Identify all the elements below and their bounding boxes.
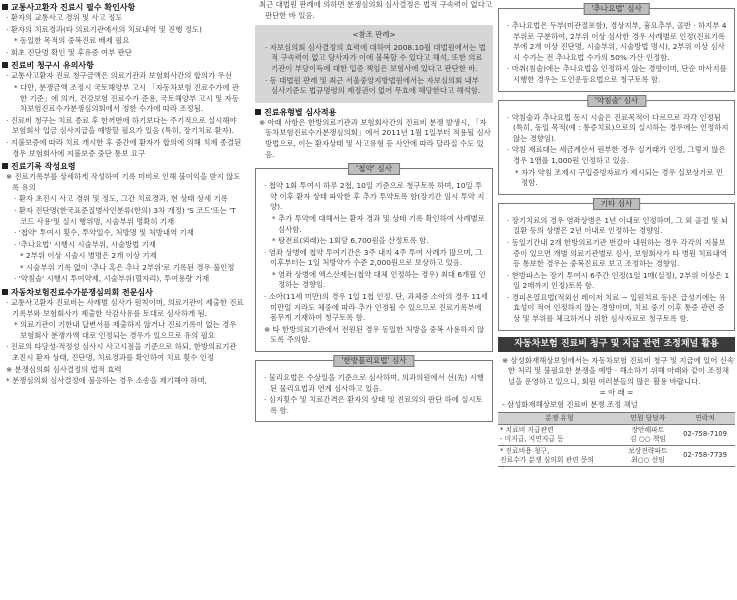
table-header: 연락처 <box>675 412 735 424</box>
list-item: · 첩약 1회 투여시 하루 2첩, 10일 기준으로 청구토록 하며, 10일 투약 이후 환자 상태 파악한 후 추가 투약토록 함(장기간 임시 투약 지양). <box>264 181 485 212</box>
list-item: · 장기치료의 경우 염좌상병은 1년 이내로 인정하며, 그 외 골절 및 뇌질환 등의 상병은 2년 이내로 인정하는 경향임. <box>507 215 728 236</box>
table-cell: 장안해파트 김 ○○ 책임 <box>621 424 675 445</box>
other-review-box <box>498 198 735 331</box>
list-item: · 추나요법은 두부(미관절포함), 경상지부, 흉요추부, 골반 · 하지부 4부위로 구분하여, 2부위 이상 심사한 경우 사례별로 인정(진료기록부에 2개 이상 진단명, 시술부위, 시술방법 명시), 2부위 이상 심사시 수가는 전 추나요법 수가의 50% 가산 인정함. <box>507 21 727 62</box>
square-bullet-icon <box>2 289 8 295</box>
yakchim-box <box>498 95 735 195</box>
channel-label: - 삼성화재해상보험 진료비 분쟁 조정 채널 <box>502 400 638 410</box>
list-item: · 물리요법은 수상일을 기준으로 심사하며, 의과의원에서 선(先) 시행된 물리요법과 연계 심사하고 있음. <box>264 373 484 393</box>
column-right <box>498 0 735 467</box>
section-title-text: 진료비 청구시 유의사항 <box>11 61 94 71</box>
list-item: · 교통사고환자 진료 청구금액은 의료기관과 보험회사간의 합의가 우선 <box>6 71 232 81</box>
square-bullet-icon <box>2 4 8 10</box>
table-row <box>498 424 735 445</box>
section-title <box>2 2 245 13</box>
list-item: * 자가 약침 조제시 구입증빙자료가 제시되는 경우 실보상가로 인정함. <box>515 167 724 188</box>
list-item: · 경피온열요법(적외선 레이저 치료 ~ 입원치료 등)은 급성기에는 유효성이 적어 인정하지 않는 경향이며, 치료 중기 이후 통증 관련 증상 및 부위를 체크하거나 위한 심사자료로 청구토록 함. <box>507 292 726 324</box>
list-item: · 동 대법원 판례 및 최근 서울중앙지방법원에서는 자보심의회 내부 심사기준도 법규명령의 제정권이 없어 무효에 해당한다고 해석함. <box>265 75 481 96</box>
list-item: ※ 분쟁심의회 심사결정의 법적 효력 <box>6 364 122 374</box>
section-title-text: 진료기록 작성요령 <box>11 162 76 172</box>
channel-table <box>498 412 735 467</box>
section-title <box>2 161 245 172</box>
list-item: · 약침술과 추나요법 동시 시술은 진료목적이 다르므로 각각 인정됨(특히, 동일 목적(예 : 통증치료)으로의 실시하는 경우에는 인정하지 않는 경향임). <box>507 112 729 143</box>
list-item: · 환자의 교통사고 경위 및 사고 정도 <box>6 13 123 22</box>
table-row <box>498 445 735 466</box>
list-item: * 탕전료(외래)는 1회당 6,700원을 산정토록 함. <box>272 236 429 246</box>
table-header-row <box>498 412 735 424</box>
list-item: * 시술부위 기록 없이 '추나 혹은 추나 2부위'로 기록된 경우 불인정 <box>20 262 235 272</box>
table-cell: 02-758-7109 <box>675 424 735 445</box>
list-item: · 회초 진단명 확인 및 후유증 여부 판단 <box>6 47 132 57</box>
column-left <box>2 0 245 388</box>
table-cell: 02-758-7739 <box>675 445 735 466</box>
box-tag: '첩약' 심사 <box>348 163 400 175</box>
list-item: · 소아(11세 미만)의 경우 1일 1첩 인정. 단, 과체중 소아의 경우 11세 미만일 지라도 체중에 따라 추가 인정될 수 있으므로 진료기록부에 몸무게 기재하여 청구토록 함. <box>264 292 488 323</box>
square-bullet-icon <box>255 109 261 115</box>
section-title <box>2 287 245 298</box>
column-middle <box>255 0 493 426</box>
box-tag: '추나요법' 심사 <box>583 3 650 15</box>
section-title-text: 교통사고환자 진료시 필수 확인사항 <box>11 3 136 12</box>
list-item: · 환자의 치료경과(타 의료기관에서의 치료내역 및 진행 정도) <box>6 24 202 34</box>
section-title <box>255 107 493 118</box>
list-item: · '첩약' 투여시 횟수, 투약일수, 처방명 및 처방내역 기재 <box>14 228 194 238</box>
list-item: * 의료기관이 기한내 답변서를 제출하지 않거나 진료기록이 없는 경우 보험회사 분쟁가액 대로 인정되는 경우가 있으므로 유의 필요 <box>14 320 237 340</box>
table-cell: * 치료비 지급관련 - 미지급, 지연지급 등 <box>498 424 621 445</box>
table-header: 분쟁 유형 <box>498 412 621 424</box>
square-bullet-icon <box>2 62 8 68</box>
list-item: · 한방파스는 장기 투여시 6주간 인정(1일 1매(실정), 2부위 이상은 1일 2매까지 인정)토록 함. <box>507 270 730 291</box>
hanyang-physio-box <box>255 356 493 422</box>
list-item: · 환자 진단명(한국표준질병사인분류(한의) 3차 개정) 'S 코드'또는 'T 코드 사용'및 실시 행위명, 시술부위 명확히 기재 <box>14 205 236 226</box>
list-item: · 심지횟수 및 치료간격은 환자의 상태 및 진료의의 판단 하에 실시토록 함. <box>264 395 483 415</box>
list-item: · 약침 재료대는 세금계산서 원부한 경우 실거래가 인정, 그렇지 않은 경우 1앰플 1,000원 인정하고 있음. <box>507 145 726 165</box>
paragraph: ※ 아래 사항은 한방의료기관과 보험회사간의 진료비 분쟁 발생시, 「자동차보험진료수가분쟁심의회」에서 2011년 1월 1일부터 적용될 심사방법으로, 이는 환자상태 및 사고유형 등 사안에 따라 달라질 수도 있음. <box>259 117 491 159</box>
below-heading: = 아 래 = <box>599 388 634 398</box>
list-item: · 진료의 타당성·적정성 심사시 사고시점을 기준으로 하되, 한방의료기관 초진시 환자 상태, 진단명, 치료경과를 확인하여 치료 횟수 인정 <box>6 342 237 363</box>
list-item: * 2부위 이상 시술시 병명은 2개 이상 기재 <box>20 251 157 261</box>
reference-box <box>255 25 493 103</box>
table-cell: 보상전략파트 최○○ 선임 <box>621 445 675 466</box>
list-item: · 교통사고환자 진료비는 사례별 심사가 원칙이며, 의료기관이 제출한 진료기록부와 보험회사가 제출한 삭감사유를 토대로 심사하게 됨. <box>6 298 244 318</box>
list-item: · 마취(침술)에는 추나요법을 인정하지 않는 경향이며, 단순 마사지를 시행한 경우는 도인운동요법으로 청구토록 함. <box>507 64 727 84</box>
list-item: · 환자 초진시 사고 경위 및 정도, 그간 치료경과, 현 상태 상세 기록 <box>14 194 228 204</box>
list-item: * 추가 투약에 대해서는 환자 경과 및 상태 기록 확인하여 사례별로 심사함. <box>272 213 485 234</box>
square-bullet-icon <box>2 163 8 169</box>
box-tag: '한방물리요법' 심사 <box>333 355 414 367</box>
section-title-text: 진료유형별 심사적용 <box>264 107 337 117</box>
list-item: · '약침술' 시행시 투여약제, 시술부위(혈자리), 투여용량 기재 <box>14 274 210 284</box>
list-item: · 자보심의회 심사결정의 효력에 대하여 2008.10월 대법원에서는 법적 구속력이 없고 당사자가 이에 불복할 수 있다고 해석, 또한 의료기관이 부당이득에 대한 입증 책임은 보험사에 있다고 판단한 바. <box>265 42 486 73</box>
paragraph: ※ 삼성화재해상보험에서는 자동차보험 진료비 청구 및 지급에 있어 신속한 처리 및 불필요한 분쟁을 예방 · 해소하기 위해 아래와 같이 조정채널을 운영하고 있으니, 회원 여러분들의 많은 활용 바랍니다. <box>502 355 735 386</box>
reference-title: <참조 판례> <box>352 30 396 40</box>
list-item: * 다만, 분쟁금액 조정시 국토해양부 고시 「자동차보험 진료수가에 관한 기준」에 의거, 건강보험 진료수가 준용, 국토해양부 고시 및 자동차보험진료수가분쟁심의회에서 정한 수가에 따라 조정됨. <box>14 82 239 114</box>
list-item: ※ 진료기록부를 상세하게 작성하여 기록 미비로 인해 불이익을 받지 않도록 유의 <box>6 172 241 192</box>
chuna-box <box>498 4 735 92</box>
list-item: · 지불보증에 따라 치료 개시한 후 중간에 환자가 합의에 의해 치제 종결된 경우 보험회사에 지불보증 중단 통보 요구 <box>6 137 242 158</box>
list-item: ※ 타 한방의료기관에서 전원된 경우 동일한 처방을 중복 사용하지 않도록 주의함. <box>264 324 485 345</box>
list-item: * 염좌 상병에 엑스산제는(첩약 대체 인정하는 경우) 최대 6개월 인정하는 경향임. <box>272 269 486 290</box>
box-tag: '약침술' 심사 <box>587 95 646 107</box>
cheopyak-box <box>255 164 493 352</box>
section-title-text: 자동차보험진료수가분쟁심의회 전문심사 <box>11 288 153 298</box>
table-header: 민원 담당자 <box>621 412 675 424</box>
list-item: * 동일한 목적의 중복진료 배제 필요 <box>14 36 130 46</box>
banner-title: 자동차보험 진료비 청구 및 지급 관련 조정채널 활용 <box>498 337 735 352</box>
table-cell: * 진료비용 청구, 진료수가 분쟁 심의회 관련 문의 <box>498 445 621 466</box>
section-title <box>2 60 245 71</box>
list-item: · 진료비 청구는 치료 종료 후 한꺼번에 하기보다는 주기적으로 실시해야 보험회사 입금 심사지급을 예방할 필요가 있음 (특히, 장기치료 환자). <box>6 115 237 136</box>
paragraph: 최근 대법원 판례에 의하면 분쟁심의회 심사결정은 법적 구속력이 없다고 판단한 바 있음. <box>259 0 492 20</box>
list-item: * 분쟁심의회 심사결정에 불응하는 경우 소송을 제기해야 하며, <box>6 376 207 386</box>
list-item: · 동일기간내 2개 한방의료기관 번갈아 내원하는 경우 각각의 지불보증이 있으면 개별 의료기관별로 심사, 보험회사가 타 병원 치료내역 등 통보한 경우는 중복진료로 보고 조정하는 경향임. <box>507 237 727 269</box>
box-tag: 기타 심사 <box>593 198 641 210</box>
list-item: · 염좌 상병에 첩약 투여기간은 3주 내지 4주 투여 사례가 많으며, 그 이후부터는 1일 처방약가 수준 2,000원으로 보상하고 있음. <box>264 247 483 268</box>
list-item: · '추나요법' 시행시 시술부위, 시술방법 기재 <box>14 239 156 249</box>
